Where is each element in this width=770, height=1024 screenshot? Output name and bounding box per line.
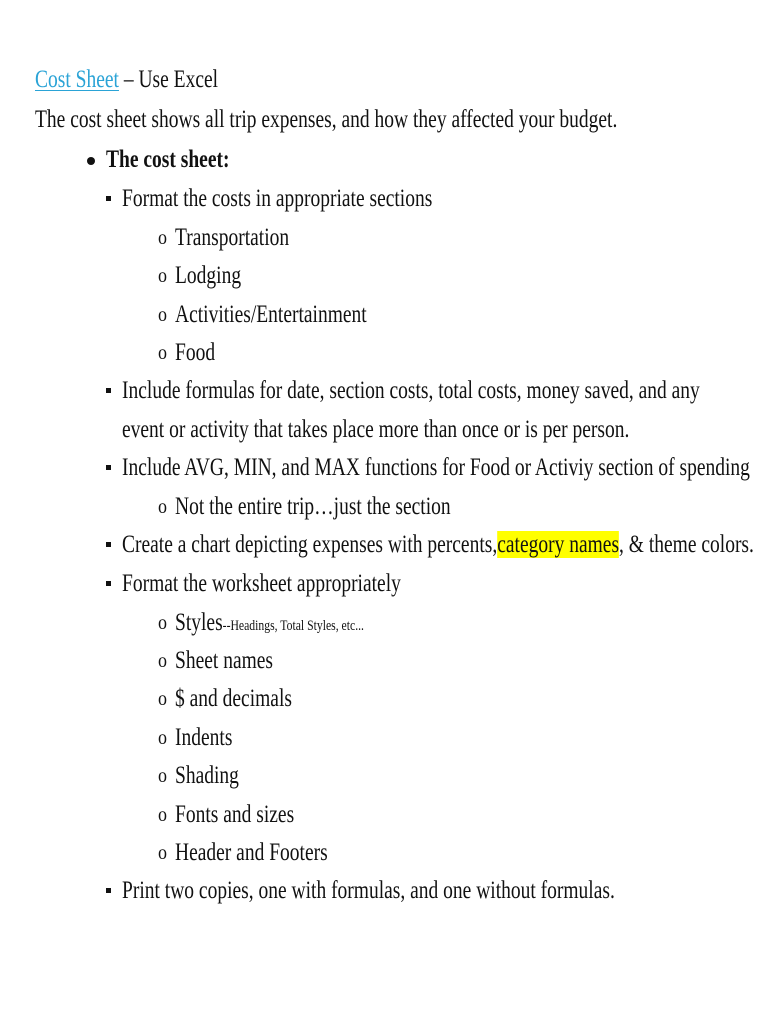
heading-line xyxy=(35,61,218,99)
worksheet-item-dollars: $ and decimals xyxy=(175,685,292,712)
section-item-transportation: Transportation xyxy=(175,224,290,251)
cost-sheet-link[interactable]: Cost Sheet xyxy=(35,66,119,93)
worksheet-item-fonts: Fonts and sizes xyxy=(175,801,295,828)
sub-bullet: o xyxy=(158,496,167,518)
styles-main: Styles xyxy=(175,609,223,636)
format-worksheet-item: Format the worksheet appropriately xyxy=(122,570,401,597)
functions-sub-item: Not the entire trip…just the section xyxy=(175,493,451,520)
square-bullet xyxy=(106,196,111,201)
section-title: The cost sheet: xyxy=(106,146,230,173)
formulas-item-line2: event or activity that takes place more than once or is per person. xyxy=(122,416,630,443)
functions-item: Include AVG, MIN, and MAX functions for Food or Activiy section of spending xyxy=(122,454,750,481)
sub-bullet: o xyxy=(158,842,167,864)
sub-bullet: o xyxy=(158,304,167,326)
sub-bullet: o xyxy=(158,650,167,672)
intro-text: The cost sheet shows all trip expenses, and how they affected your budget. xyxy=(35,106,618,133)
print-item: Print two copies, one with formulas, and one without formulas. xyxy=(122,877,615,904)
format-costs-item: Format the costs in appropriate sections xyxy=(122,185,433,212)
chart-item-after: , & theme colors. xyxy=(619,531,754,558)
section-item-food: Food xyxy=(175,339,216,366)
square-bullet xyxy=(106,542,111,547)
chart-item-before: Create a chart depicting expenses with percents, xyxy=(122,531,498,558)
sub-bullet: o xyxy=(158,765,167,787)
worksheet-item-indents: Indents xyxy=(175,724,233,751)
section-item-activities: Activities/Entertainment xyxy=(175,301,367,328)
worksheet-item-sheet-names: Sheet names xyxy=(175,647,274,674)
sub-bullet: o xyxy=(158,612,167,634)
sub-bullet: o xyxy=(158,688,167,710)
styles-item xyxy=(175,604,364,645)
square-bullet xyxy=(106,388,111,393)
square-bullet xyxy=(106,465,111,470)
sub-bullet: o xyxy=(158,804,167,826)
sub-bullet: o xyxy=(158,227,167,249)
worksheet-item-header-footers: Header and Footers xyxy=(175,839,328,866)
heading-suffix: – Use Excel xyxy=(118,66,219,93)
sub-bullet: o xyxy=(158,727,167,749)
worksheet-item-shading: Shading xyxy=(175,762,239,789)
section-item-lodging: Lodging xyxy=(175,262,242,289)
sub-bullet: o xyxy=(158,342,167,364)
square-bullet xyxy=(106,888,111,893)
formulas-item-line1: Include formulas for date, section costs, total costs, money saved, and any xyxy=(122,377,700,404)
highlighted-text: category names xyxy=(497,531,620,558)
round-bullet xyxy=(87,157,95,165)
square-bullet xyxy=(106,581,111,586)
styles-note: --Headings, Total Styles, etc... xyxy=(222,618,364,634)
chart-item xyxy=(122,526,754,564)
sub-bullet: o xyxy=(158,265,167,287)
